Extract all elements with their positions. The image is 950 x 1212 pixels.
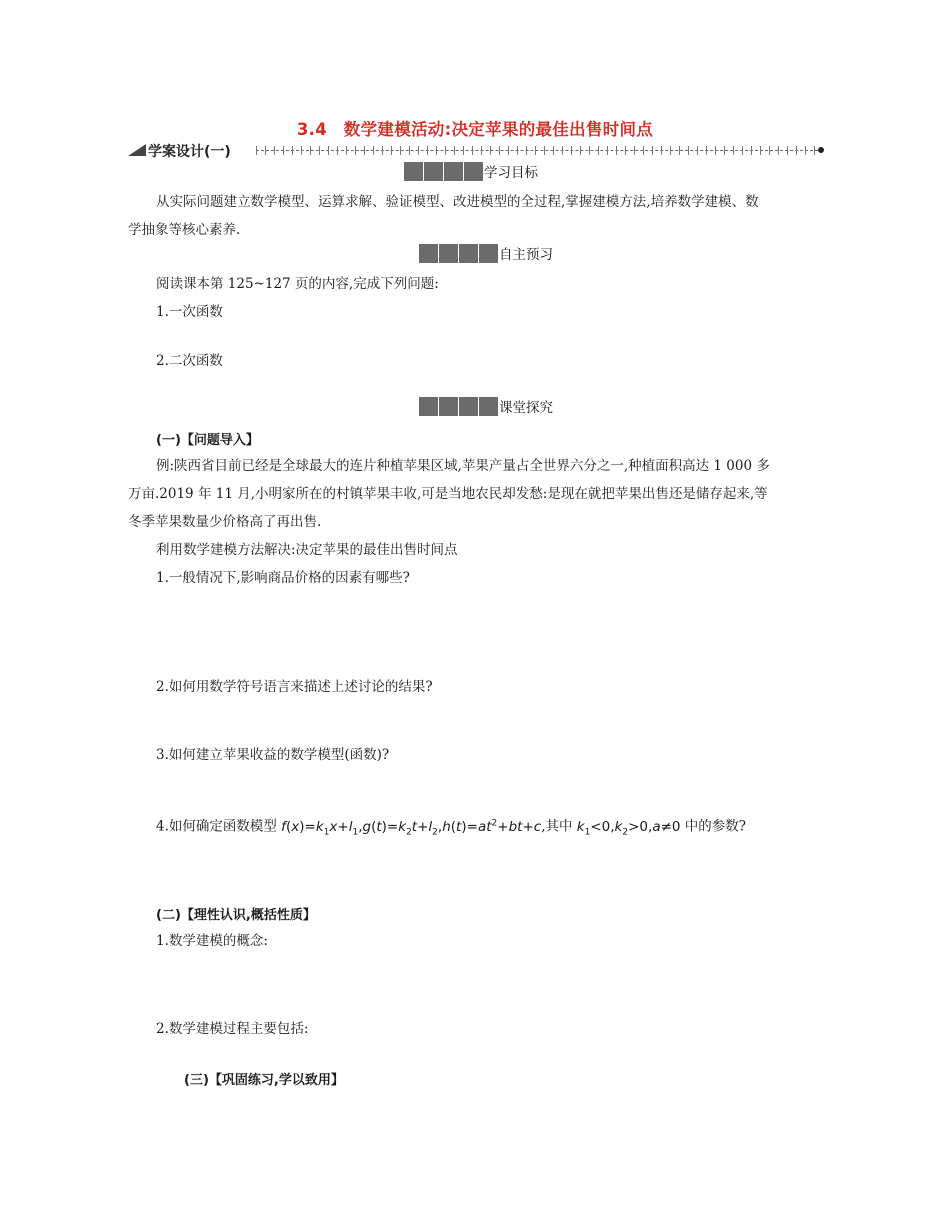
explore-question-3: 3.如何建立苹果收益的数学模型(函数)? — [156, 747, 390, 763]
part-2-heading: (二)【理性认识,概括性质】 — [156, 908, 316, 923]
explore-question-2: 2.如何用数学符号语言来描述上述讨论的结果? — [156, 679, 433, 695]
preview-intro: 阅读课本第 125~127 页的内容,完成下列问题: — [156, 276, 439, 292]
goals-line-1: 从实际问题建立数学模型、运算求解、验证模型、改进模型的全过程,掌握建模方法,培养数学建模、数 — [156, 194, 759, 210]
explore-question-1: 1.一般情况下,影响商品价格的因素有哪些? — [156, 570, 410, 586]
question-4-prefix: 4.如何确定函数模型 — [156, 818, 282, 835]
page-title: 3.4 数学建模活动:决定苹果的最佳出售时间点 — [296, 120, 654, 139]
concept-question-1: 1.数学建模的概念: — [156, 933, 268, 949]
example-line-3: 冬季苹果数量少价格高了再出售. — [128, 514, 322, 530]
banner-triangle-icon — [128, 144, 146, 156]
explore-question-4 — [156, 814, 746, 841]
section-label: 课堂探究 — [499, 400, 553, 416]
section-blocks-icon — [419, 244, 499, 263]
part-1-heading: (一)【问题导入】 — [156, 433, 259, 448]
function-formulas: $f(x)=k_1x+l_1,g(t)=k_2t+l_2,h(t)=at^2+bt+c$ — [281, 818, 542, 838]
section-header-preview — [419, 244, 553, 264]
section-header-explore — [419, 397, 553, 417]
task-text: 利用数学建模方法解决:决定苹果的最佳出售时间点 — [156, 542, 458, 558]
question-4-suffix: 中的参数? — [680, 818, 747, 835]
banner-label: 学案设计(一) — [148, 144, 231, 160]
question-4-middle: ,其中 — [541, 818, 577, 835]
example-line-1: 例:陕西省目前已经是全球最大的连片种植苹果区域,苹果产量占全世界六分之一,种植面积高达 1 000 多 — [156, 458, 770, 474]
section-label: 学习目标 — [484, 165, 538, 181]
section-banner — [128, 141, 824, 161]
preview-question-1: 1.一次函数 — [156, 304, 223, 320]
concept-question-2: 2.数学建模过程主要包括: — [156, 1021, 309, 1037]
section-blocks-icon — [404, 162, 484, 181]
goals-line-2: 学抽象等核心素养. — [128, 222, 241, 238]
parameter-conditions: $k_1<0,k_2>0,a\ne 0$ — [576, 818, 681, 838]
section-label: 自主预习 — [499, 247, 553, 263]
part-3-heading: (三)【巩固练习,学以致用】 — [184, 1073, 344, 1088]
section-header-goals — [404, 162, 538, 182]
preview-question-2: 2.二次函数 — [156, 353, 223, 369]
section-blocks-icon — [419, 397, 499, 416]
banner-end-dot-icon — [818, 147, 824, 153]
example-line-2: 万亩.2019 年 11 月,小明家所在的村镇苹果丰收,可是当地农民却发愁:是现在就把苹果出售还是储存起来,等 — [128, 486, 768, 502]
banner-ticks — [256, 146, 818, 155]
